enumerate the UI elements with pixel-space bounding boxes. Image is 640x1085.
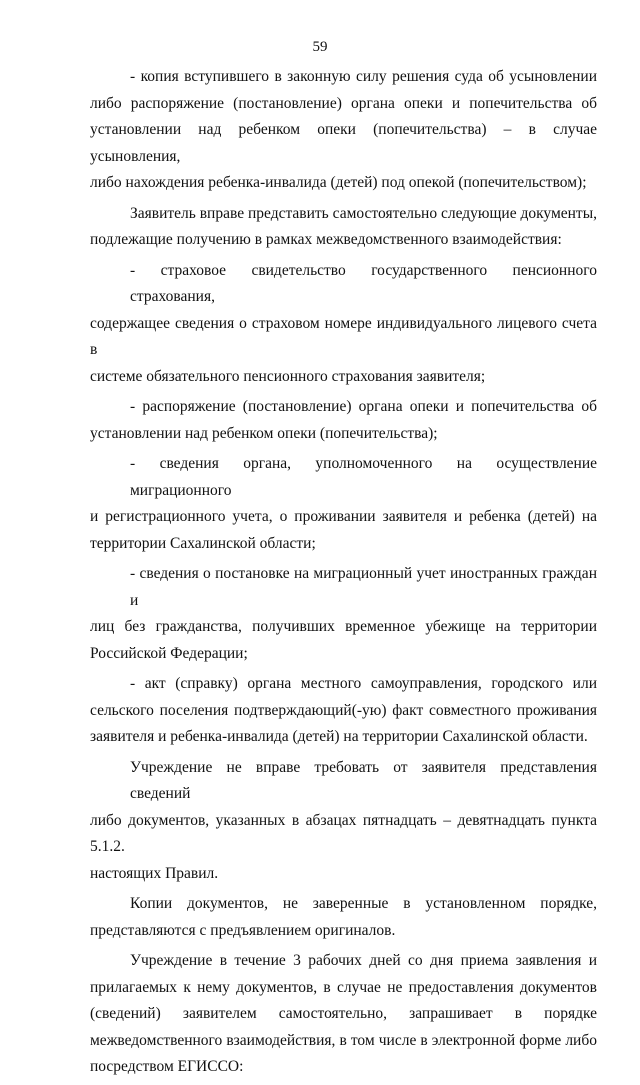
text-line: межведомственного взаимодействия, в том числе в электронной форме либо <box>90 1031 597 1049</box>
text-line: территории Сахалинской области; <box>90 534 316 552</box>
paragraph-cohabitation-act <box>90 671 597 751</box>
text-line: либо распоряжение (постановление) органа опеки и попечительства об <box>90 94 597 112</box>
document-body <box>90 64 597 1085</box>
text-line: установлении над ребенком опеки (попечительства) – в случае усыновления, <box>90 121 597 165</box>
text-line: лиц без гражданства, получивших временное убежище на территории <box>90 618 597 635</box>
text-line: установлении над ребенком опеки (попечительства); <box>90 424 438 442</box>
text-line: либо документов, указанных в абзацах пятнадцать – девятнадцать пункта 5.1.2. <box>90 811 597 855</box>
text-line: Заявитель вправе представить самостоятельно следующие документы, <box>130 204 597 222</box>
paragraph-adoption-copy <box>90 64 597 197</box>
text-line: представляются с предъявлением оригиналов. <box>90 921 396 939</box>
page-number: 59 <box>312 39 328 55</box>
paragraph-applicant-right <box>90 201 597 254</box>
text-line: заявителя и ребенка-инвалида (детей) на территории Сахалинской области. <box>90 728 588 745</box>
paragraph-migration-registration <box>90 561 597 667</box>
text-line: - страховое свидетельство государственного пенсионного страхования, <box>130 261 597 305</box>
text-line: - сведения о постановке на миграционный учет иностранных граждан и <box>130 565 597 609</box>
text-line: - акт (справку) органа местного самоуправления, городского или <box>130 675 597 692</box>
text-line: Учреждение не вправе требовать от заявителя представления сведений <box>130 758 597 802</box>
text-line: системе обязательного пенсионного страхования заявителя; <box>90 367 486 385</box>
paragraph-residence-info <box>90 451 597 557</box>
text-line: (сведений) заявителем самостоятельно, запрашивает в порядке <box>90 1005 597 1022</box>
paragraph-guardianship-order <box>90 394 597 447</box>
text-line: настоящих Правил. <box>90 864 219 882</box>
text-line: - сведения органа, уполномоченного на осуществление миграционного <box>130 455 597 499</box>
text-line: посредством ЕГИССО: <box>90 1058 244 1075</box>
paragraph-institution-request <box>90 948 597 1081</box>
text-line: прилагаемых к нему документов, в случае не предоставления документов <box>90 978 597 996</box>
text-line: Учреждение в течение 3 рабочих дней со дня приема заявления и <box>130 952 597 969</box>
text-line: содержащее сведения о страховом номере индивидуального лицевого счета в <box>90 314 597 358</box>
text-line: Копии документов, не заверенные в установленном порядке, <box>130 895 597 912</box>
text-line: либо нахождения ребенка-инвалида (детей) под опекой (попечительством); <box>90 174 587 191</box>
paragraph-institution-restriction <box>90 755 597 888</box>
text-line: - копия вступившего в законную силу решения суда об усыновлении <box>130 68 597 85</box>
text-line: сельского поселения подтверждающий(-ую) факт совместного проживания <box>90 701 597 719</box>
text-line: и регистрационного учета, о проживании заявителя и ребенка (детей) на <box>90 508 597 525</box>
paragraph-document-copies <box>90 891 597 944</box>
paragraph-insurance-certificate <box>90 258 597 391</box>
text-line: подлежащие получению в рамках межведомственного взаимодействия: <box>90 231 562 248</box>
text-line: Российской Федерации; <box>90 644 248 662</box>
text-line: - распоряжение (постановление) органа опеки и попечительства об <box>130 398 597 415</box>
